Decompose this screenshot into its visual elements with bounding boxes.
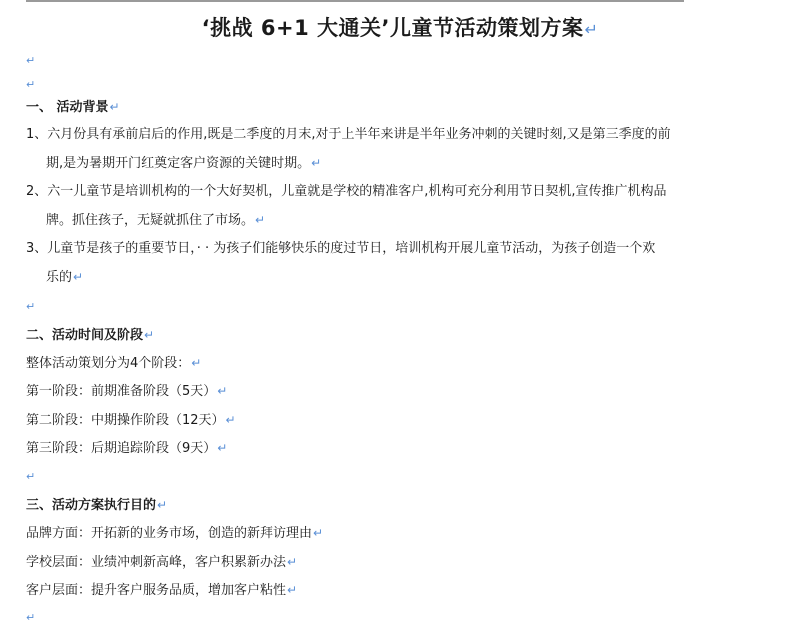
paragraph-mark-icon: ↵ [225,413,236,427]
objective-brand [26,522,323,545]
paragraph-text: 牌。抓住孩子，无疑就抓住了市场。 [46,213,255,228]
paragraph-mark-icon: ↵ [157,498,168,512]
paragraph-mark-icon: ↵ [73,270,84,284]
paragraph-mark-icon: ↵ [26,300,36,313]
paragraph-mark-icon: ↵ [26,611,36,624]
paragraph-mark-icon: ↵ [584,20,599,39]
paragraph-mark-icon: ↵ [144,328,155,342]
paragraph-text: 第一阶段：前期准备阶段（5天） [26,384,217,399]
paragraph-mark-icon: ↵ [217,384,228,398]
paragraph-mark-icon: ↵ [217,441,228,455]
paragraph-mark-icon: ↵ [109,100,120,114]
stages-intro [26,352,201,375]
paragraph-mark-icon: ↵ [287,555,298,569]
stage-1 [26,380,227,403]
stage-3 [26,437,227,460]
paragraph-mark-icon: ↵ [313,526,324,540]
paragraph-text: 第二阶段：中期操作阶段（12天） [26,413,225,428]
background-item-3-line-2 [46,266,83,289]
background-item-3-line-1 [26,238,655,260]
section-heading-time-stages [26,324,154,347]
stage-2 [26,409,236,432]
paragraph-text: 第三阶段：后期追踪阶段（9天） [26,441,217,456]
background-item-2-line-2 [46,209,265,232]
section-heading-objectives [26,494,167,517]
section-heading-text: 三、活动方案执行目的 [26,498,157,513]
section-heading-text: 二、活动时间及阶段 [26,328,144,343]
paragraph-text: 1、六月份具有承前启后的作用,既是二季度的月末,对于上半年来讲是半年业务冲刺的关键时刻,又是第三季度的前 [26,127,671,142]
section-heading-text: 一、 活动背景 [26,100,109,115]
paragraph-mark-icon: ↵ [255,213,266,227]
paragraph-mark-icon: ↵ [26,470,36,483]
document-title [0,13,800,45]
paragraph-text: 整体活动策划分为4个阶段： [26,356,191,371]
paragraph-text: 期,是为暑期开门红奠定客户资源的关键时期。 [46,156,311,171]
paragraph-mark-icon: ↵ [26,78,36,91]
background-item-1-line-1 [26,124,671,146]
paragraph-text: 学校层面：业绩冲刺新高峰，客户积累新办法 [26,555,287,570]
section-heading-background [26,96,120,119]
paragraph-mark-icon: ↵ [26,54,36,67]
paragraph-mark-icon: ↵ [287,583,298,597]
objective-customer [26,579,297,602]
paragraph-text: 3、儿童节是孩子的重要节日，· · 为孩子们能够快乐的度过节日，培训机构开展儿童节活动，为孩子创造一个欢 [26,241,656,256]
paragraph-mark-icon: ↵ [311,156,322,170]
objective-school [26,551,297,574]
paragraph-text: 品牌方面：开拓新的业务市场，创造的新拜访理由 [26,526,313,541]
background-item-1-line-2 [46,152,321,175]
page-top-border [26,0,684,2]
paragraph-text: 客户层面：提升客户服务品质，增加客户粘性 [26,583,287,598]
document-title-text: ‘挑战 6+1 大通关’儿童节活动策划方案 [201,16,584,40]
paragraph-mark-icon: ↵ [191,356,202,370]
background-item-2-line-1 [26,181,667,203]
paragraph-text: 乐的 [46,270,73,285]
paragraph-text: 2、六一儿童节是培训机构的一个大好契机，儿童就是学校的精准客户,机构可充分利用节日契机,宣传推广机构品 [26,184,667,199]
